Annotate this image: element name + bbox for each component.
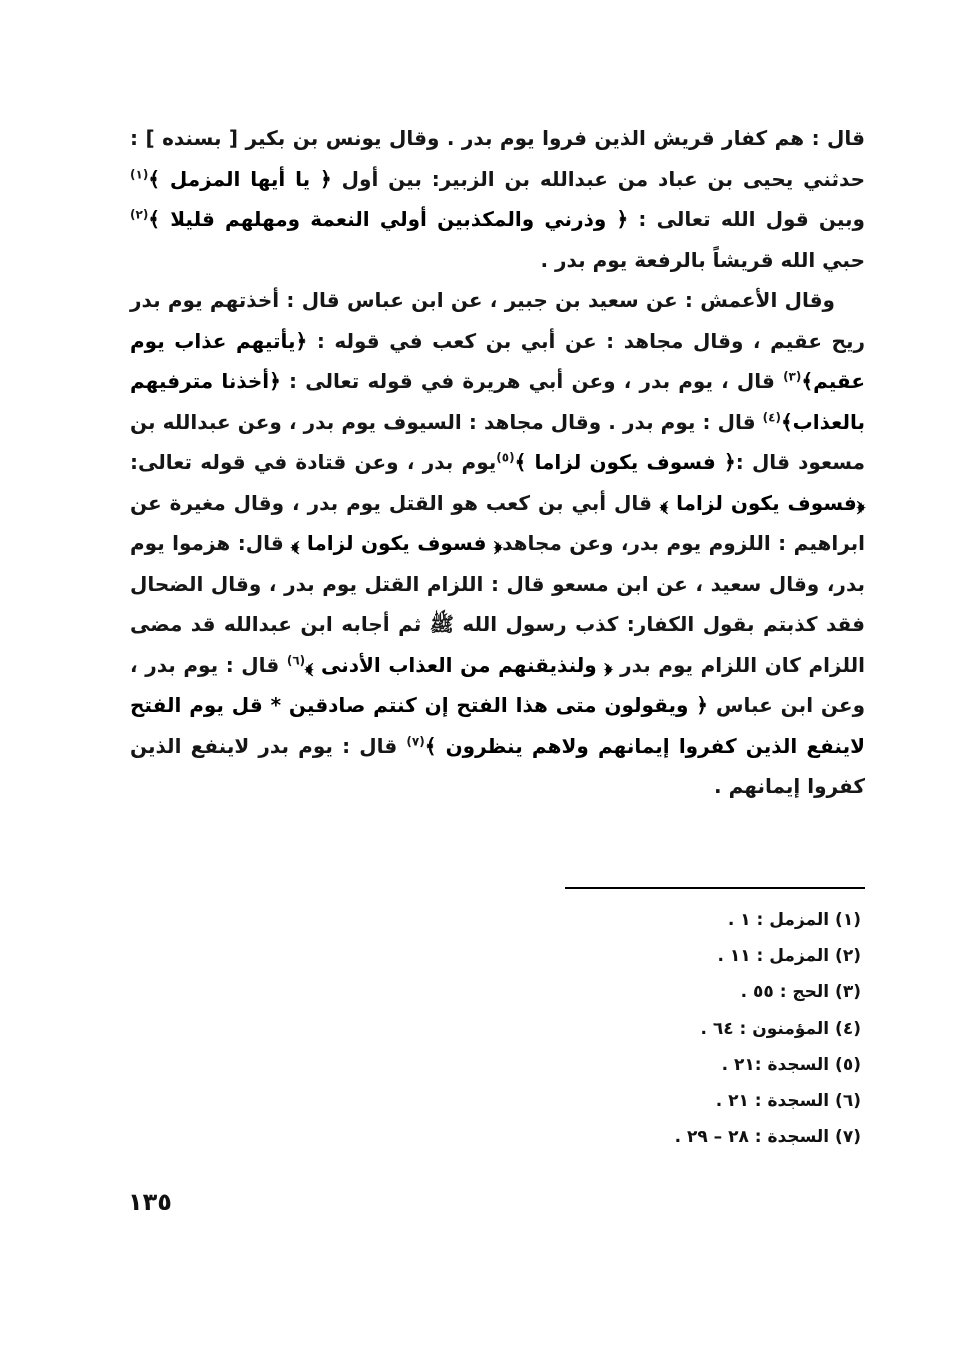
quran-quote: ﴿ يا أيها المزمل ﴾ bbox=[148, 166, 332, 191]
paragraph-text: قال : يوم بدر . وقال مجاهد : السيوف يوم بدر ، وعن عبدالله بن مسعود قال : bbox=[130, 409, 865, 474]
quran-quote: ﴿ وذرني والمكذبين أولي النعمة ومهلهم قليلا ﴾ bbox=[148, 207, 629, 231]
quran-quote: ﴿ ويقولون متى هذا الفتح إن كنتم صادقين * قل يوم الفتح لاينفع الذين كفروا إيمانهم ولاهم ينظرون ﴾ bbox=[130, 693, 865, 758]
footnote-item: (٥) السجدة :٢١ . bbox=[721, 1054, 861, 1075]
paragraph-2 bbox=[130, 280, 865, 807]
footnote-divider bbox=[565, 887, 865, 889]
quran-quote: ﴿ فسوف يكون لزاما ﴾ bbox=[514, 450, 736, 474]
footnote-item: (٢) المزمل : ١١ . bbox=[717, 946, 861, 967]
quran-quote: ﴿ فسوف يكون لزاما ﴾ bbox=[291, 531, 503, 555]
paragraph-text: يوم بدر ، وعن قتادة في قوله تعالى: bbox=[130, 450, 497, 474]
quran-quote: ﴿يأتيهم عذاب يوم عقيم﴾ bbox=[130, 328, 865, 393]
footnote-item: (٧) السجدة : ٢٨ – ٢٩ . bbox=[674, 1127, 861, 1148]
footnote-marker: (٢) bbox=[130, 207, 149, 222]
paragraph-text: قال : هم كفار قريش الذين فروا يوم بدر . وقال يونس بن بكير [ بسنده ] : حدثني يحيى بن عباد من عبدالله بن الزبير: بين أول bbox=[130, 126, 865, 191]
quran-quote: ﴿فسوف يكون لزاما ﴾ bbox=[659, 490, 865, 515]
page-number: ١٣٥ bbox=[128, 1188, 172, 1216]
paragraph-text: قال ، يوم بدر ، وعن أبي هريرة في قوله تعالى : bbox=[280, 369, 784, 393]
footnote-marker: (٣) bbox=[783, 369, 802, 384]
footnote-item: (١) المزمل : ١ . bbox=[727, 910, 861, 930]
paragraph-text: وقال الأعمش : عن سعيد بن جبير ، عن ابن عباس قال : أخذتهم يوم بدر ريح عقيم ، وقال مجاهد : عن أبي بن كعب في قوله : bbox=[130, 288, 865, 353]
paragraph-text: حبي الله قريشاً بالرفعة يوم بدر . bbox=[540, 247, 865, 272]
main-text bbox=[130, 118, 865, 807]
paragraph-text: قال: هزموا يوم بدر، وقال سعيد ، عن ابن مسعو قال : اللزام القتل يوم بدر ، وقال الضحال فقد كذبتم بقول الكفار: كذب رسول الله ﷺ ثم أجابه ابن عبدالله قد مضى اللزام كان اللزام يوم بدر bbox=[130, 531, 866, 677]
paragraph-1 bbox=[130, 118, 865, 280]
footnote-item: (٣) الحج : ٥٥ . bbox=[740, 982, 861, 1003]
footnote-marker: (٧) bbox=[406, 733, 425, 748]
footnote-item: (٦) السجدة : ٢١ . bbox=[715, 1091, 861, 1112]
quran-quote: ﴿ ولنذيقنهم من العذاب الأدنى ﴾ bbox=[305, 652, 613, 677]
footnote-marker: (٤) bbox=[762, 409, 781, 424]
footnote-marker: (٦) bbox=[286, 652, 306, 667]
footnote-marker: (١) bbox=[130, 166, 149, 181]
footnotes-list bbox=[461, 902, 861, 1155]
paragraph-text: قال : يوم بدر ، وعن ابن عباس bbox=[130, 652, 866, 717]
quran-quote: ﴿أخذنا مترفيهم بالعذاب﴾ bbox=[130, 369, 865, 434]
footnote-marker: (٥) bbox=[496, 450, 515, 465]
paragraph-text: قال أبي بن كعب هو القتل يوم بدر ، وقال مغيرة عن ابراهيم : اللزوم يوم بدر، وعن مجاهد bbox=[130, 490, 866, 555]
paragraph-text: وبين قول الله تعالى : bbox=[628, 207, 865, 231]
footnote-item: (٤) المؤمنون : ٦٤ . bbox=[700, 1018, 861, 1039]
paragraph-text: قال : يوم بدر لاينفع الذين كفروا إيمانهم . bbox=[130, 733, 865, 798]
